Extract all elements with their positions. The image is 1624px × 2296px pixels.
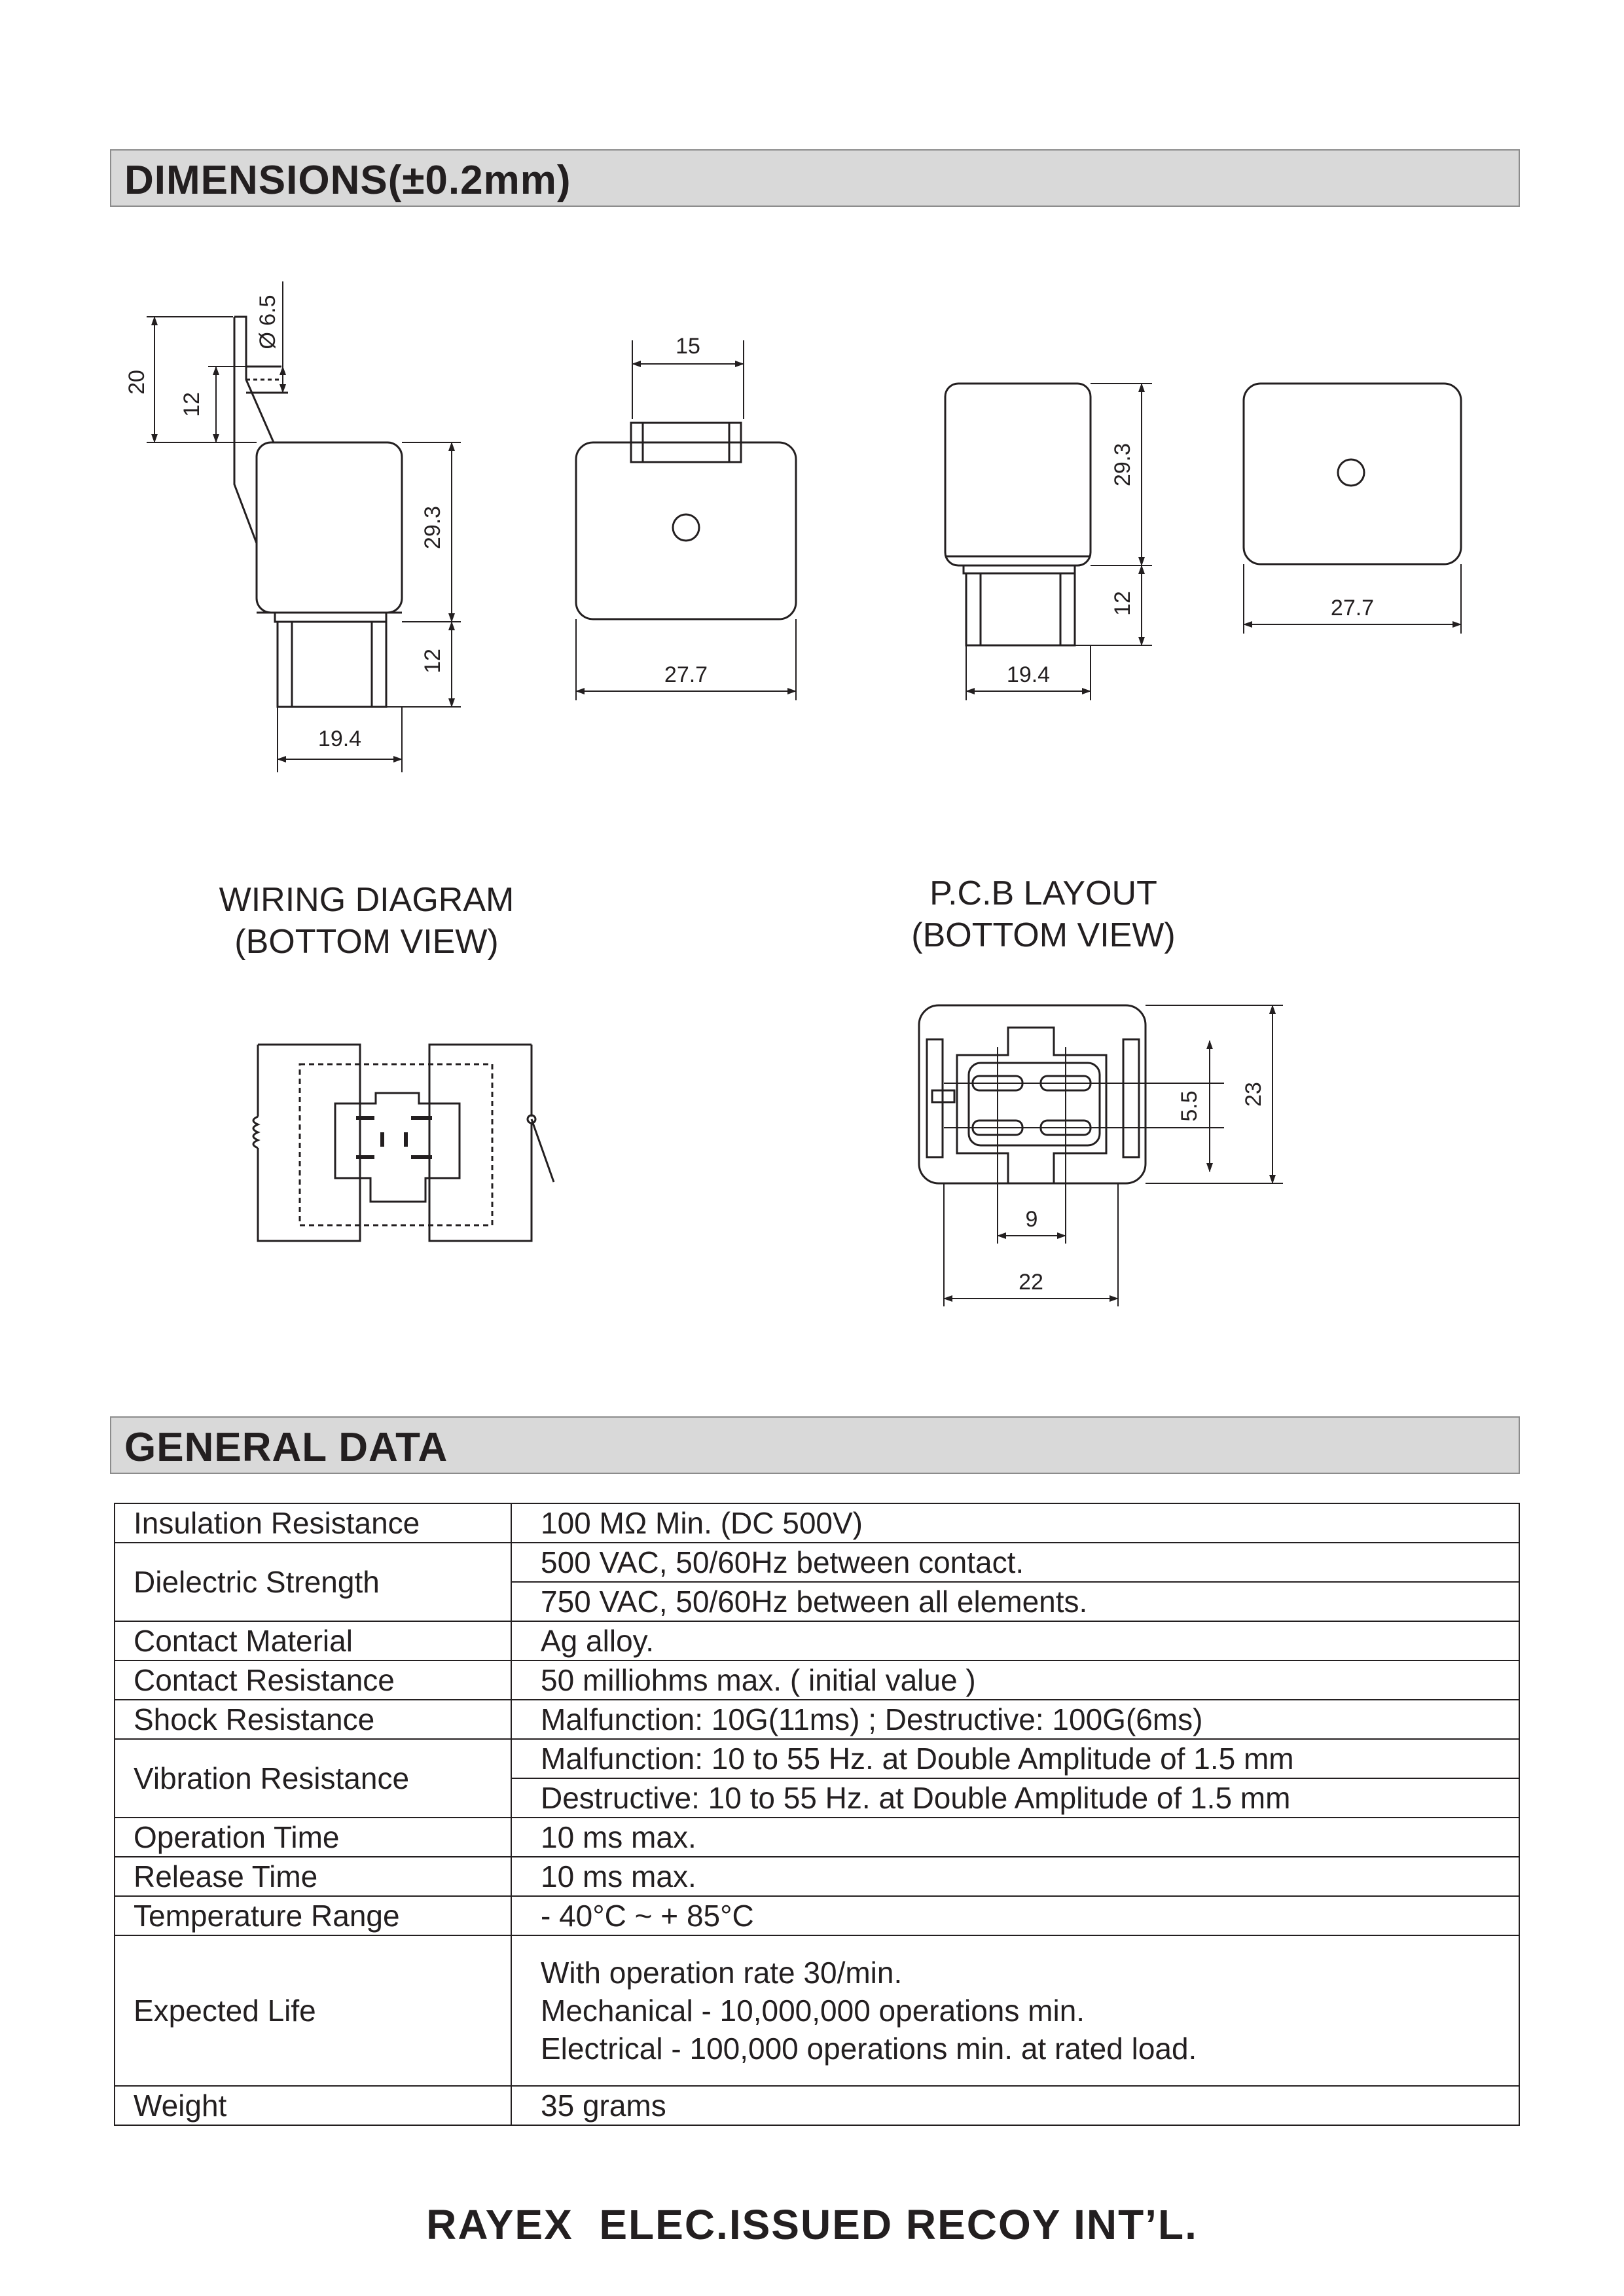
row-label: Contact Resistance — [115, 1660, 511, 1700]
wiring-diagram-drawing — [253, 1045, 554, 1241]
row-label: Release Time — [115, 1857, 511, 1896]
dim-12-b: 12 — [1110, 591, 1135, 616]
row-label: Vibration Resistance — [115, 1739, 511, 1818]
dimensions-title: DIMENSIONS(±0.2mm) — [124, 158, 571, 203]
dim-23: 23 — [1241, 1082, 1266, 1107]
row-label: Weight — [115, 2086, 511, 2125]
dim-22: 22 — [1019, 1270, 1043, 1295]
table-row — [115, 1660, 1519, 1700]
wiring-title-1: WIRING DIAGRAM — [219, 881, 514, 919]
dim-5-5: 5.5 — [1177, 1090, 1202, 1122]
side-view-2-drawing — [945, 384, 1152, 700]
table-row — [115, 1818, 1519, 1857]
pcb-title-1: P.C.B LAYOUT — [929, 874, 1157, 912]
row-value: 10 ms max. — [511, 1818, 1519, 1857]
row-label: Insulation Resistance — [115, 1503, 511, 1543]
table-row — [115, 1700, 1519, 1739]
row-label: Operation Time — [115, 1818, 511, 1857]
row-value: 10 ms max. — [511, 1857, 1519, 1896]
dim-12-bracket: 12 — [179, 392, 204, 417]
row-value: Malfunction: 10G(11ms) ; Destructive: 100G(6ms) — [511, 1700, 1519, 1739]
table-row — [115, 1935, 1519, 2086]
front-view-drawing — [576, 340, 796, 700]
footer-company: RAYEX ELEC.ISSUED RECOY INT’L. — [426, 2201, 1198, 2248]
general-data-title: GENERAL DATA — [124, 1425, 448, 1470]
row-value-multiline — [511, 1935, 1519, 2086]
row-value-line: Mechanical - 10,000,000 operations min. — [541, 1994, 1085, 2028]
dim-9: 9 — [1025, 1207, 1038, 1232]
row-value: 35 grams — [511, 2086, 1519, 2125]
row-label: Temperature Range — [115, 1896, 511, 1935]
row-label: Expected Life — [115, 1935, 511, 2086]
dim-29-3: 29.3 — [420, 505, 445, 550]
row-label: Dielectric Strength — [115, 1543, 511, 1621]
row-value: 100 MΩ Min. (DC 500V) — [511, 1503, 1519, 1543]
row-value: Malfunction: 10 to 55 Hz. at Double Amplitude of 1.5 mm — [511, 1739, 1519, 1778]
dim-29-3-b: 29.3 — [1110, 442, 1135, 487]
table-row — [115, 1896, 1519, 1935]
wiring-title-2: (BOTTOM VIEW) — [234, 923, 499, 961]
table-row — [115, 1739, 1519, 1778]
row-value: 500 VAC, 50/60Hz between contact. — [511, 1543, 1519, 1582]
table-row — [115, 1621, 1519, 1660]
dim-19-4-b: 19.4 — [1006, 662, 1051, 687]
row-value: Destructive: 10 to 55 Hz. at Double Amplitude of 1.5 mm — [511, 1778, 1519, 1818]
table-row — [115, 2086, 1519, 2125]
dim-15: 15 — [676, 334, 700, 359]
row-value: 750 VAC, 50/60Hz between all elements. — [511, 1582, 1519, 1621]
dim-diameter: Ø 6.5 — [255, 295, 280, 350]
general-data-table — [114, 1503, 1520, 2126]
table-row — [115, 1503, 1519, 1543]
dim-19-4: 19.4 — [317, 726, 362, 751]
pcb-layout-drawing — [919, 1005, 1283, 1306]
row-label: Contact Material — [115, 1621, 511, 1660]
row-value-line: With operation rate 30/min. — [541, 1956, 903, 1990]
dim-27-7: 27.7 — [664, 662, 708, 687]
dim-20: 20 — [124, 370, 149, 395]
side-view-drawing — [147, 281, 461, 772]
row-label: Shock Resistance — [115, 1700, 511, 1739]
general-data-header — [110, 1416, 1520, 1474]
table-row — [115, 1543, 1519, 1582]
row-value: Ag alloy. — [511, 1621, 1519, 1660]
row-value: 50 milliohms max. ( initial value ) — [511, 1660, 1519, 1700]
dim-27-7-b: 27.7 — [1330, 596, 1375, 620]
row-value-line: Electrical - 100,000 operations min. at rated load. — [541, 2032, 1197, 2066]
dim-12-pins: 12 — [420, 649, 445, 673]
pcb-title-2: (BOTTOM VIEW) — [911, 916, 1176, 954]
row-value: - 40°C ~ + 85°C — [511, 1896, 1519, 1935]
table-row — [115, 1857, 1519, 1896]
